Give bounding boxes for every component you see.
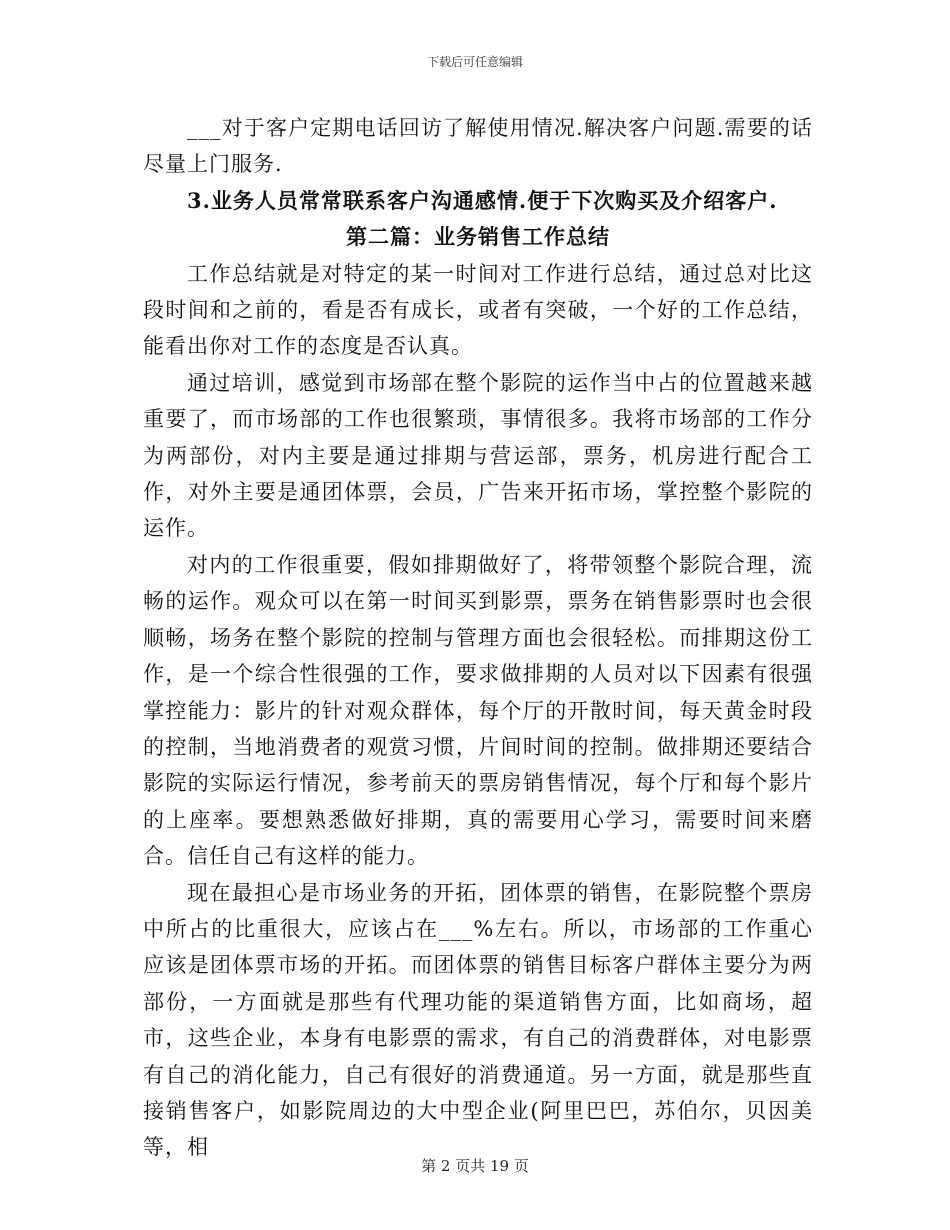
- document-body: [143, 110, 813, 1166]
- page-footer: 第 2 页共 19 页: [421, 1157, 529, 1175]
- section-title: 第二篇：业务销售工作总结: [346, 224, 610, 250]
- paragraph-training: 通过培训，感觉到市场部在整个影院的运作当中占的位置越来越重要了，而市场部的工作也很繁琐，事情很多。我将市场部的工作分为两部份，对内主要是通过排期与营运部，票务，机房进行配合工作，对外主要是通团体票，会员，广告来开拓市场，掌控整个影院的运作。: [143, 370, 813, 541]
- paragraph-followup: ___对于客户定期电话回访了解使用情况.解决客户问题.需要的话尽量上门服务.: [143, 116, 813, 177]
- paragraph-scheduling: 对内的工作很重要，假如排期做好了，将带领整个影院合理，流畅的运作。观众可以在第一时间买到影票，票务在销售影票时也会很顺畅，场务在整个影院的控制与管理方面也会很轻松。而排期这份工作，是一个综合性很强的工作，要求做排期的人员对以下因素有很强掌控能力：影片的针对观众群体，每个厅的开散时间，每天黄金时段的控制，当地消费者的观赏习惯，片间时间的控制。做排期还要结合影院的实际运行情况，参考前天的票房销售情况，每个厅和每个影片的上座率。要想熟悉做好排期，真的需要用心学习，需要时间来磨合。信任自己有这样的能力。: [143, 552, 813, 869]
- paragraph-group-tickets: 现在最担心是市场业务的开拓，团体票的销售，在影院整个票房中所占的比重很大，应该占在___%左右。所以，市场部的工作重心应该是团体票市场的开拓。而团体票的销售目标客户群体主要分为两部份，一方面就是那些有代理功能的渠道销售方面，比如商场，超市，这些企业，本身有电影票的需求，有自己的消费群体，对电影票有自己的消化能力，自己有很好的消费通道。另一方面，就是那些直接销售客户，如影院周边的大中型企业(阿里巴巴，苏伯尔，贝因美等，相: [143, 880, 813, 1160]
- paragraph-sales-contact: 3.业务人员常常联系客户沟通感情.便于下次购买及介绍客户.: [187, 187, 778, 213]
- page-header: 下载后可任意编辑: [426, 55, 523, 69]
- paragraph-summary-intro: 工作总结就是对特定的某一时间对工作进行总结，通过总对比这段时间和之前的，看是否有成长，或者有突破，一个好的工作总结，能看出你对工作的态度是否认真。: [143, 261, 813, 359]
